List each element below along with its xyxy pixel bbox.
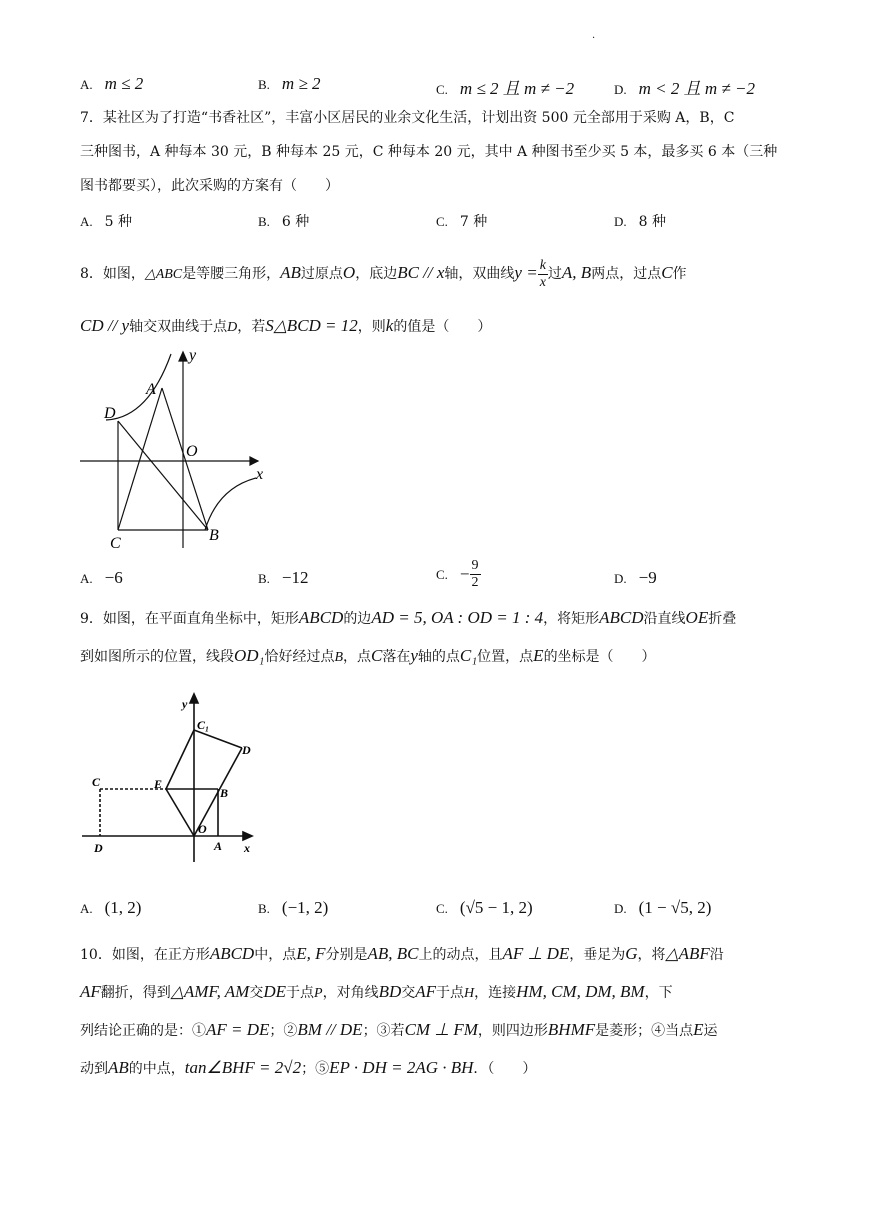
q8-option-b[interactable]: B. −12	[258, 568, 309, 587]
q7-option-c[interactable]: C. 7 种	[436, 214, 488, 230]
q7-option-b[interactable]: B. 6 种	[258, 214, 310, 230]
q6-option-c[interactable]: C. m ≤ 2 且 m ≠ −2	[436, 79, 575, 98]
q9-label-e: E	[154, 777, 163, 791]
q9-option-c[interactable]: C. (√5 − 1, 2)	[436, 898, 533, 917]
q9-label-d1: D	[242, 743, 251, 757]
q10-line-1: 10．如图，在正方形ABCD中，点E, F分别是AB, BC上的动点，且AF ⊥ DE，垂足为G，将△ABF沿	[80, 944, 724, 963]
q10-line-4: 动到AB的中点，tan∠BHF = 2√2；⑤EP · DH = 2AG · BH．（ ）	[80, 1058, 537, 1077]
q7-line-2: 三种图书，A 种每本 30 元，B 种每本 25 元，C 种每本 20 元，其中 A 种图书至少买 5 本，最多买 6 本（三种	[80, 144, 778, 160]
q9-label-o: O	[198, 822, 207, 836]
q9-y-arrow	[190, 694, 198, 703]
q7-option-a[interactable]: A. 5 种	[80, 214, 132, 230]
q7-line-3: 图书都要买），此次采购的方案有（ ）	[80, 178, 339, 194]
q10-line-3: 列结论正确的是：①AF = DE；②BM // DE；③若CM ⊥ FM，则四边形BHMF是菱形；④当点E运	[80, 1020, 718, 1039]
q9-label-d: D	[94, 841, 103, 855]
q9-x-arrow	[243, 832, 252, 840]
q9-option-b[interactable]: B. (−1, 2)	[258, 898, 329, 917]
q8-segment-ab	[162, 388, 208, 530]
q8-label-o: O	[186, 443, 198, 460]
q6-option-b[interactable]: B. m ≥ 2	[258, 74, 321, 93]
q8-label-d: D	[104, 405, 116, 422]
q8-label-a: A	[146, 381, 156, 398]
q9-line-1: 9．如图，在平面直角坐标中，矩形ABCD的边AD = 5, OA : OD = 1 : 4，将矩形ABCD沿直线OE折叠	[80, 608, 737, 627]
page-mark: .	[592, 30, 596, 41]
q9-option-a[interactable]: A. (1, 2)	[80, 898, 142, 917]
q9-label-x: x	[244, 841, 250, 855]
q6-option-a[interactable]: A. m ≤ 2	[80, 74, 144, 93]
q9-label-b: B	[220, 786, 229, 800]
q8-y-arrow	[179, 352, 187, 361]
q6-option-d[interactable]: D. m < 2 且 m ≠ −2	[614, 79, 755, 98]
q8-option-d[interactable]: D. −9	[614, 568, 657, 587]
q8-segment-db	[118, 421, 208, 530]
q7-line-1: 7．某社区为了打造“书香社区”，丰富小区居民的业余文化生活，计划出资 500 元全部用于采购 A，B，C	[80, 110, 735, 126]
q9-segment-c1d1	[194, 730, 242, 748]
q8-hyperbola-left	[106, 354, 171, 420]
q8-x-arrow	[250, 457, 258, 465]
q8-hyperbola-right	[205, 478, 256, 530]
q8-segment-ca	[118, 388, 162, 530]
q8-option-c[interactable]: C. − $\frac{9}{2}$	[436, 558, 479, 590]
q9-figure	[80, 686, 260, 866]
q8-option-a[interactable]: A. −6	[80, 568, 123, 587]
q8-figure	[78, 348, 278, 556]
q8-label-x: x	[256, 466, 264, 483]
q9-label-a: A	[214, 839, 223, 853]
q9-label-c: C	[92, 775, 101, 789]
q9-line-2: 到如图所示的位置，线段OD₁恰好经过点B，点C落在y轴的点C₁位置，点E的坐标是（ ）	[80, 646, 656, 665]
q10-line-2: AF翻折，得到△AMF, AM交DE于点P，对角线BD交AF于点H，连接HM, CM, DM, BM，下	[80, 982, 673, 1001]
q8-label-y: y	[189, 348, 197, 364]
q8-label-b: B	[209, 527, 219, 544]
q9-segment-ec1	[166, 730, 194, 789]
q7-option-d[interactable]: D. 8 种	[614, 214, 666, 230]
q9-segment-eo	[166, 789, 194, 836]
q8-line-1: 8．如图，△ABC是等腰三角形，AB过原点O，底边BC // x轴，双曲线y = $\frac{k}{x}$ 过A, B两点，过点C作	[80, 257, 687, 290]
q8-label-c: C	[110, 535, 121, 552]
q9-label-y: y	[182, 697, 188, 711]
q9-label-c1: C₁	[197, 718, 210, 732]
q9-option-d[interactable]: D. (1 − √5, 2)	[614, 898, 712, 917]
q8-line-2: CD // y轴交双曲线于点D，若S△BCD = 12，则k的值是（ ）	[80, 316, 492, 335]
q8-fraction: $\frac{k}{x}$	[539, 257, 546, 290]
